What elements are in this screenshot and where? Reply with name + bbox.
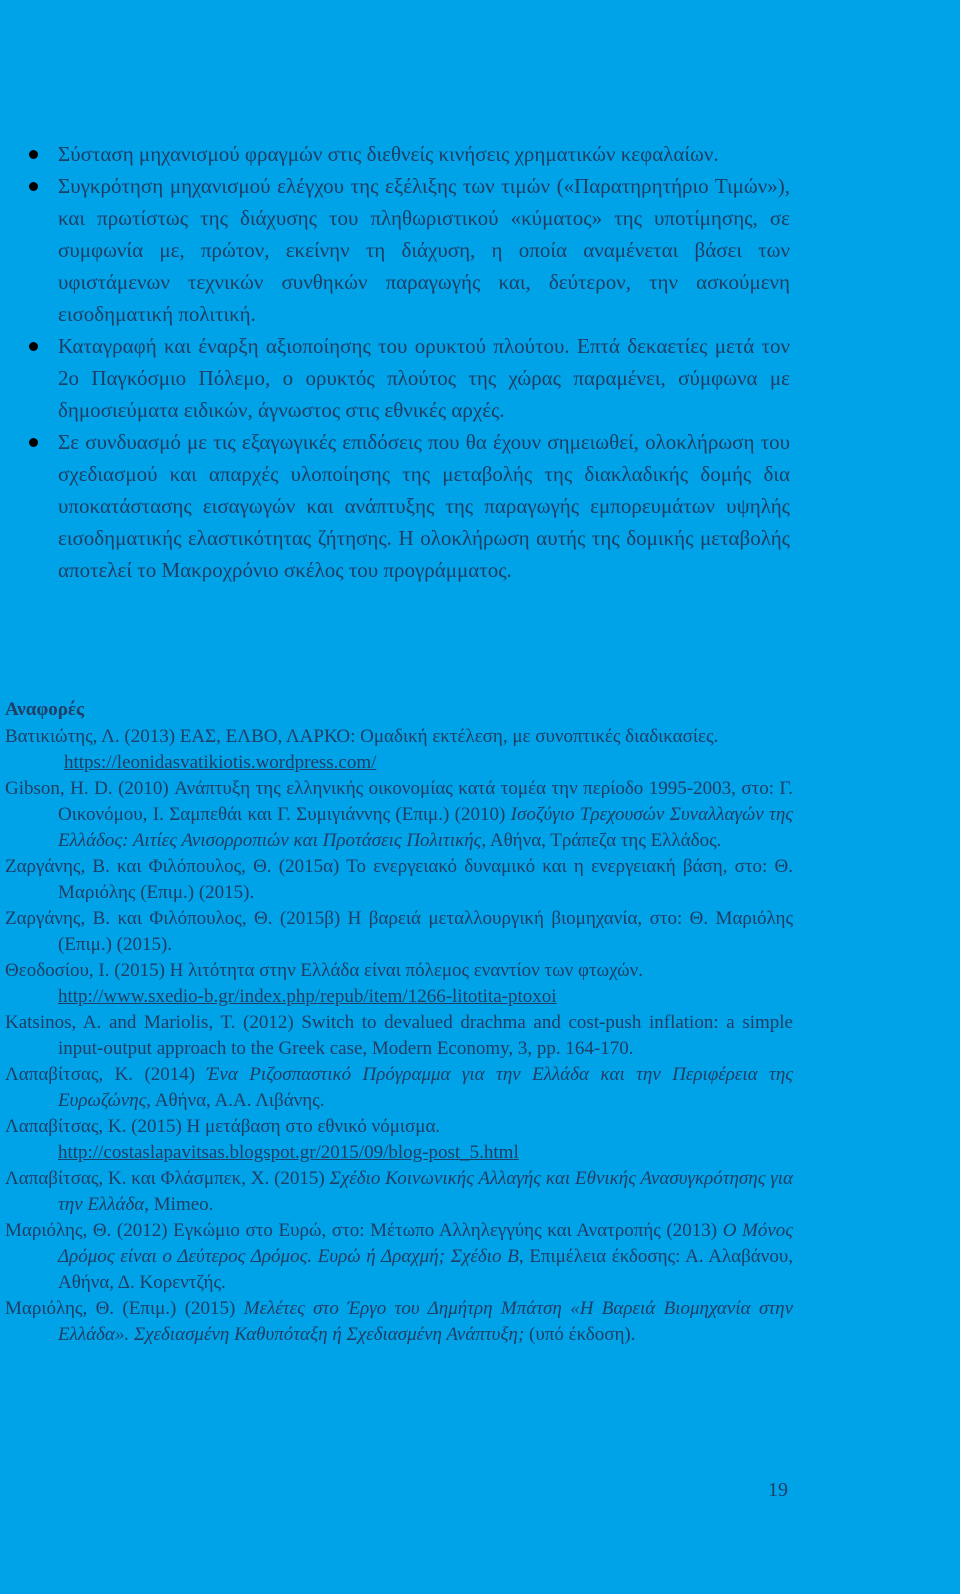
reference-italic-title: Ένα Ριζοσπαστικό Πρόγραμμα για την Ελλάδα και την Περιφέρεια της Ευρωζώνης (58, 1064, 793, 1111)
reference-item (5, 1296, 793, 1348)
reference-item (5, 1114, 793, 1166)
reference-italic-title: Ο Μόνος Δρόμος είναι ο Δεύτερος Δρόμος. Ευρώ ή Δραχμή; Σχέδιο Β (58, 1220, 793, 1267)
bullet-item (28, 170, 790, 330)
reference-text: Gibson, H. D. (2010) Ανάπτυξη της ελληνικής οικονομίας κατά τομέα την περίοδο 1995-2003, στο: Γ. Οικονόμου, Ι. Σαμπεθάι και Γ. Συμιγιάννης (Επιμ.) (2010) (5, 778, 793, 825)
bullet-text: Συγκρότηση μηχανισμού ελέγχου της εξέλιξης των τιμών («Παρατηρητήριο Τιμών»), και πρωτίστως της διάχυσης του πληθωριστικού «κύματος» της υποτίμησης, σε συμφωνία με, πρώτον, εκείνην τη διάχυση, η οποία αναμένεται βάσει των υφιστάμενων τεχνικών συνθηκών παραγωγής και, δεύτερον, την ασκούμενη εισοδηματική πολιτική. (58, 174, 790, 326)
references-heading: Αναφορές (5, 699, 85, 720)
bullet-item (28, 330, 790, 426)
reference-text: Μαριόλης, Θ. (2012) Εγκώμιο στο Ευρώ, στο: Μέτωπο Αλληλεγγύης και Ανατροπής (2013) (5, 1220, 723, 1241)
bullet-item (28, 426, 790, 586)
reference-text: , Αθήνα, Α.Α. Λιβάνης. (146, 1090, 325, 1111)
reference-item (5, 1218, 793, 1296)
bullet-text: Καταγραφή και έναρξη αξιοποίησης του ορυκτού πλούτου. Επτά δεκαετίες μετά τον 2ο Παγκόσμιο Πόλεμο, ο ορυκτός πλούτος της χώρας παραμένει, σύμφωνα με δημοσιεύματα ειδικών, άγνωστος στις εθνικές αρχές. (58, 334, 790, 422)
reference-text: Θεοδοσίου, Ι. (2015) Η λιτότητα στην Ελλάδα είναι πόλεμος εναντίον των φτωχών. (5, 960, 643, 981)
reference-item (5, 776, 793, 854)
reference-link[interactable]: http://costaslapavitsas.blogspot.gr/2015/09/blog-post_5.html (58, 1142, 519, 1163)
policy-bullet-list (28, 138, 790, 586)
reference-link[interactable]: http://www.sxedio-b.gr/index.php/repub/item/1266-litotita-ptoxoi (58, 986, 557, 1007)
reference-text: , Mimeo. (144, 1194, 214, 1215)
reference-item (5, 1062, 793, 1114)
bullet-dot-icon (29, 342, 38, 351)
reference-text: Katsinos, A. and Mariolis, T. (2012) Switch to devalued drachma and cost-push inflation: a simple input-output approach to the Greek case, Modern Economy, 3, pp. 164-170. (5, 1012, 793, 1059)
reference-item (5, 958, 793, 1010)
reference-item (5, 1166, 793, 1218)
reference-text: Λαπαβίτσας, Κ. και Φλάσμπεκ, Χ. (2015) (5, 1168, 330, 1189)
page-number: 19 (768, 1479, 788, 1501)
bullet-dot-icon (29, 150, 38, 159)
reference-text: Λαπαβίτσας, Κ. (2015) Η μετάβαση στο εθνικό νόμισμα. (5, 1116, 441, 1137)
bullet-text: Σύσταση μηχανισμού φραγμών στις διεθνείς κινήσεις χρηματικών κεφαλαίων. (58, 142, 719, 166)
reference-item (5, 854, 793, 906)
reference-link[interactable]: https://leonidasvatikiotis.wordpress.com/ (64, 752, 377, 773)
reference-text: Μαριόλης, Θ. (Επιμ.) (2015) (5, 1298, 244, 1319)
reference-text: Βατικιώτης, Λ. (2013) ΕΑΣ, ΕΛΒΟ, ΛΑΡΚΟ: Ομαδική εκτέλεση, με συνοπτικές διαδικασίες. (5, 726, 719, 747)
bullet-text: Σε συνδυασμό με τις εξαγωγικές επιδόσεις που θα έχουν σημειωθεί, ολοκλήρωση του σχεδιασμού και απαρχές υλοποίησης της μεταβολής της διακλαδικής δομής δια υποκατάστασης εισαγωγών και ανάπτυξης της παραγωγής εμπορευμάτων υψηλής εισοδηματικής ελαστικότητας ζήτησης. Η ολοκλήρωση αυτής της δομικής μεταβολής αποτελεί το Μακροχρόνιο σκέλος του προγράμματος. (58, 430, 790, 582)
reference-item (5, 1010, 793, 1062)
reference-italic-title: Ισοζύγιο Τρεχουσών Συναλλαγών της Ελλάδος: Αιτίες Ανισορροπιών και Προτάσεις Πολιτικής (58, 804, 793, 851)
reference-item (5, 906, 793, 958)
bullet-dot-icon (29, 182, 38, 191)
references-list (5, 724, 793, 1348)
reference-italic-title: Μελέτες στο Έργο του Δημήτρη Μπάτση «Η Βαρειά Βιομηχανία στην Ελλάδα». Σχεδιασμένη Καθυπόταξη ή Σχεδιασμένη Ανάπτυξη; (58, 1298, 793, 1345)
reference-text: Λαπαβίτσας, Κ. (2014) (5, 1064, 207, 1085)
reference-text: Ζαργάνης, Β. και Φιλόπουλος, Θ. (2015α) Το ενεργειακό δυναμικό και η ενεργειακή βάση, στο: Θ. Μαριόλης (Επιμ.) (2015). (5, 856, 793, 903)
bullet-dot-icon (29, 438, 38, 447)
reference-italic-title: Σχέδιο Κοινωνικής Αλλαγής και Εθνικής Ανασυγκρότησης για την Ελλάδα (58, 1168, 793, 1215)
reference-text: , Αθήνα, Τράπεζα της Ελλάδος. (481, 830, 722, 851)
reference-text: , Επιμέλεια έκδοσης: Α. Αλαβάνου, Αθήνα, Δ. Κορεντζής. (58, 1246, 793, 1293)
reference-text: (υπό έκδοση). (524, 1324, 636, 1345)
reference-text: Ζαργάνης, Β. και Φιλόπουλος, Θ. (2015β) Η βαρειά μεταλλουργική βιομηχανία, στο: Θ. Μαριόλης (Επιμ.) (2015). (5, 908, 793, 955)
reference-item (5, 724, 793, 776)
bullet-item (28, 138, 790, 170)
